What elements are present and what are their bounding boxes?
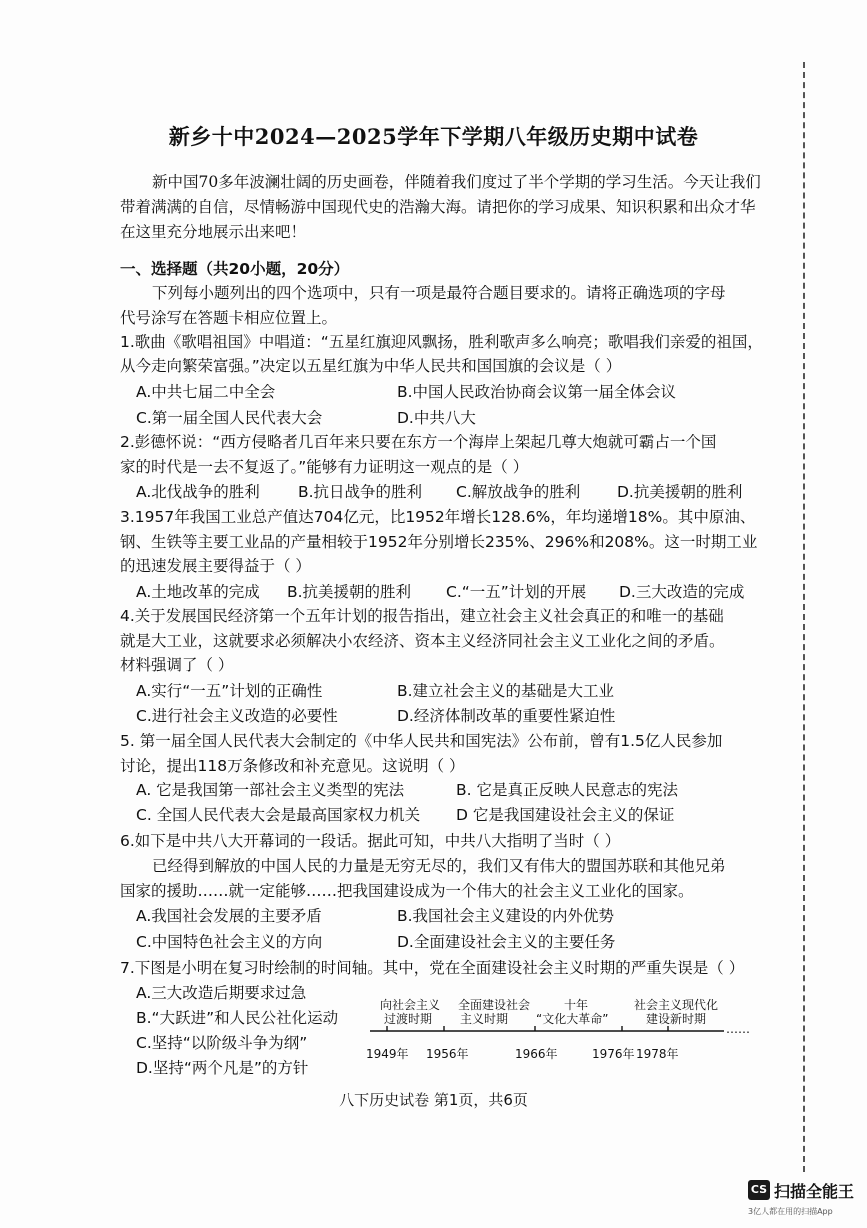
- q4-option-d: D.经济体制改革的重要性紧迫性: [397, 707, 616, 725]
- q6-option-d: D.全面建设社会主义的主要任务: [397, 933, 616, 951]
- q1-option-a: A.中共七届二中全会: [136, 383, 276, 401]
- timeline-year-1978: 1978年: [636, 1047, 679, 1061]
- timeline-period-3-line-2: “文化大革命”: [536, 1012, 609, 1026]
- q5-stem-line-2: 讨论，提出118万条修改和补充意见。这说明（ ）: [120, 757, 465, 775]
- q7-option-a: A.三大改造后期要求过急: [136, 984, 307, 1002]
- q4-stem-line-1: 4.关于发展国民经济第一个五年计划的报告指出，建立社会主义社会真正的和唯一的基础: [120, 607, 724, 625]
- q3-stem-line-3: 的迅速发展主要得益于（ ）: [120, 557, 311, 575]
- q5-option-b: B. 它是真正反映人民意志的宪法: [456, 781, 678, 799]
- timeline-period-4-line-1: 社会主义现代化: [634, 998, 719, 1012]
- q3-stem-line-2: 钢、生铁等主要工业品的产量相较于1952年分别增长235%、296%和208%。这一时期工业: [120, 533, 758, 551]
- history-timeline: [362, 994, 782, 1066]
- q7-option-d: D.坚持“两个凡是”的方针: [136, 1059, 309, 1077]
- q2-stem-line-2: 家的时代是一去不复返了。”能够有力证明这一观点的是（ ）: [120, 458, 529, 476]
- section-heading: 一、选择题（共20小题，20分）: [120, 260, 350, 278]
- q1-stem-line-2: 从今走向繁荣富强。”决定以五星红旗为中华人民共和国国旗的会议是（ ）: [120, 357, 622, 375]
- q4-option-c: C.进行社会主义改造的必要性: [136, 707, 338, 725]
- scanner-watermark: [748, 1178, 860, 1222]
- timeline-period-2-line-2: 主义时期: [460, 1012, 509, 1026]
- exam-title: 新乡十中2024—2025学年下学期八年级历史期中试卷: [168, 124, 699, 149]
- q6-stem-line-1: 6.如下是中共八大开幕词的一段话。据此可知，中共八大指明了当时（ ）: [120, 832, 621, 850]
- q1-option-d: D.中共八大: [397, 409, 476, 427]
- q5-option-a: A. 它是我国第一部社会主义类型的宪法: [136, 781, 405, 799]
- q1-option-b: B.中国人民政治协商会议第一届全体会议: [397, 383, 677, 401]
- q5-option-c: C. 全国人民代表大会是最高国家权力机关: [136, 806, 421, 824]
- q5-stem-line-1: 5. 第一届全国人民代表大会制定的《中华人民共和国宪法》公布前，曾有1.5亿人民参加: [120, 732, 723, 750]
- instructions-line-2: 代号涂写在答题卡相应位置上。: [120, 309, 338, 327]
- camscanner-logo-icon: CS: [748, 1180, 770, 1200]
- timeline-period-4-line-2: 建设新时期: [646, 1012, 707, 1026]
- q2-stem-line-1: 2.彭德怀说：“西方侵略者几百年来只要在东方一个海岸上架起几尊大炮就可霸占一个国: [120, 433, 717, 451]
- watermark-tagline: 3亿人都在用的扫描App: [748, 1207, 833, 1216]
- q6-option-a: A.我国社会发展的主要矛盾: [136, 907, 322, 925]
- q4-option-b: B.建立社会主义的基础是大工业: [397, 682, 615, 700]
- q1-option-c: C.第一届全国人民代表大会: [136, 409, 323, 427]
- q7-stem-line-1: 7.下图是小明在复习时绘制的时间轴。其中，党在全面建设社会主义时期的严重失误是（ ）: [120, 959, 745, 977]
- timeline-period-1-line-1: 向社会主义: [380, 998, 441, 1012]
- q2-option-d: D.抗美援朝的胜利: [617, 483, 743, 501]
- intro-line-3: 在这里充分地展示出来吧！: [120, 223, 307, 241]
- q1-stem-line-1: 1.歌曲《歌唱祖国》中唱道：“五星红旗迎风飘扬，胜利歌声多么响亮；歌唱我们亲爱的祖国，: [120, 333, 763, 351]
- timeline-ellipsis: ……: [726, 1022, 750, 1036]
- q4-stem-line-3: 材料强调了（ ）: [120, 656, 234, 674]
- q5-option-d: D 它是我国建设社会主义的保证: [456, 806, 675, 824]
- timeline-year-1976: 1976年: [592, 1047, 635, 1061]
- binding-dashed-line: [803, 62, 805, 1172]
- intro-line-1: 新中国70多年波澜壮阔的历史画卷，伴随着我们度过了半个学期的学习生活。今天让我们: [152, 173, 761, 191]
- q3-option-b: B.抗美援朝的胜利: [287, 583, 412, 601]
- q6-quote-line-1: 已经得到解放的中国人民的力量是无穷无尽的，我们又有伟大的盟国苏联和其他兄弟: [152, 857, 726, 875]
- q4-stem-line-2: 就是大工业，这就要求必须解决小农经济、资本主义经济同社会主义工业化之间的矛盾。: [120, 632, 725, 650]
- timeline-period-3-line-1: 十年: [564, 998, 589, 1012]
- q3-option-c: C.“一五”计划的开展: [446, 583, 587, 601]
- q2-option-c: C.解放战争的胜利: [456, 483, 581, 501]
- intro-line-2: 带着满满的自信，尽情畅游中国现代史的浩瀚大海。请把你的学习成果、知识积累和出众才华: [120, 198, 756, 216]
- instructions-line-1: 下列每小题列出的四个选项中，只有一项是最符合题目要求的。请将正确选项的字母: [152, 284, 726, 302]
- q3-option-a: A.土地改革的完成: [136, 583, 260, 601]
- q6-option-c: C.中国特色社会主义的方向: [136, 933, 323, 951]
- q4-option-a: A.实行“一五”计划的正确性: [136, 682, 323, 700]
- q7-option-b: B.“大跃进”和人民公社化运动: [136, 1009, 339, 1027]
- q6-quote-line-2: 国家的援助……就一定能够……把我国建设成为一个伟大的社会主义工业化的国家。: [120, 882, 694, 900]
- page-footer: 八下历史试卷 第1页，共6页: [339, 1091, 528, 1109]
- timeline-year-1956: 1956年: [426, 1047, 469, 1061]
- q2-option-a: A.北伐战争的胜利: [136, 483, 260, 501]
- q7-option-c: C.坚持“以阶级斗争为纲”: [136, 1034, 308, 1052]
- timeline-period-1-line-2: 过渡时期: [384, 1012, 433, 1026]
- timeline-year-1949: 1949年: [366, 1047, 409, 1061]
- q2-option-b: B.抗日战争的胜利: [298, 483, 423, 501]
- q3-option-d: D.三大改造的完成: [619, 583, 745, 601]
- timeline-period-2-line-1: 全面建设社会: [458, 998, 531, 1012]
- q3-stem-line-1: 3.1957年我国工业总产值达704亿元，比1952年增长128.6%，年均递增18%。其中原油、: [120, 508, 756, 526]
- timeline-year-1966: 1966年: [515, 1047, 558, 1061]
- q6-option-b: B.我国社会主义建设的内外优势: [397, 907, 615, 925]
- watermark-app-name: 扫描全能王: [774, 1182, 855, 1201]
